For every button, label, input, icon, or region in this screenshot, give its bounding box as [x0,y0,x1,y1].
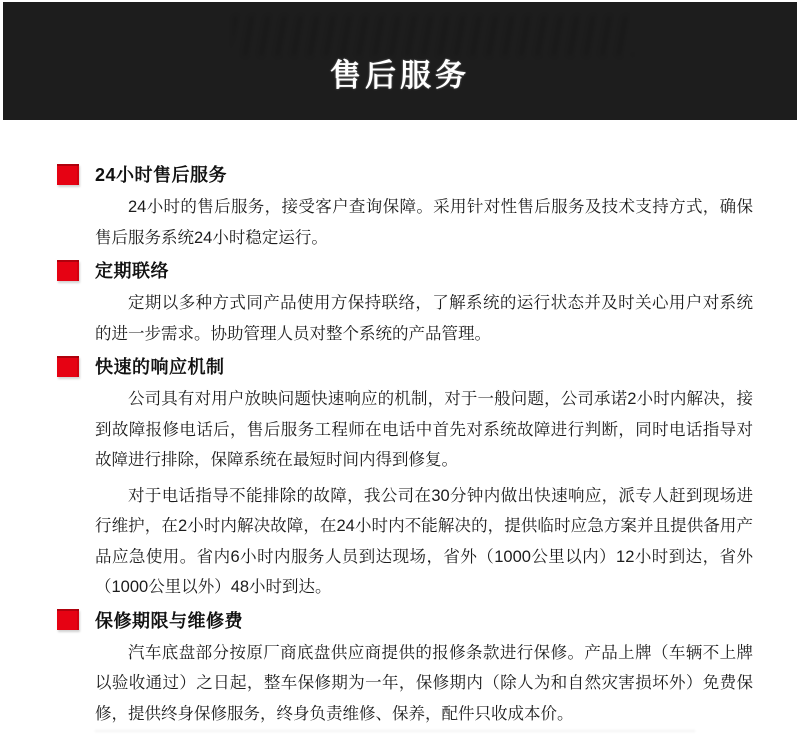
red-square-bullet-icon [57,356,79,377]
service-section [57,162,753,253]
section-heading-row [57,162,753,186]
service-section [57,258,753,349]
section-heading-row [57,608,753,632]
section-heading: 保修期限与维修费 [95,610,243,631]
section-heading: 快速的响应机制 [95,357,225,377]
section-heading-row [57,258,753,282]
red-square-bullet-icon [57,609,79,630]
section-paragraph: 对于电话指导不能排除的故障，我公司在30分钟内做出快速响应，派专人赶到现场进行维护，在2小时内解决故障，在24小时内不能解决的，提供临时应急方案并且提供备用产品应急使用。省内6小时内服务人员到达现场，省外（1000公里以内）12小时到达，省外（1000公里以外）48小时到达。 [95,486,753,596]
section-paragraph: 定期以多种方式同产品使用方保持联络，了解系统的运行状态并及时关心用户对系统的进一步需求。协助管理人员对整个系统的产品管理。 [95,294,753,343]
service-sections [0,120,800,729]
scan-artifact [95,730,695,732]
header-banner [3,2,797,120]
section-heading: 定期联络 [95,261,169,281]
section-paragraph: 汽车底盘部分按原厂商底盘供应商提供的报修条款进行保修。产品上牌（车辆不上牌以验收通过）之日起，整车保修期为一年，保修期内（除人为和自然灾害损坏外）免费保修，提供终身保修服务，终身负责维修、保养，配件只收成本价。 [95,643,753,723]
section-paragraph: 公司具有对用户放映问题快速响应的机制，对于一般问题，公司承诺2小时内解决，接到故障报修电话后，售后服务工程师在电话中首先对系统故障进行判断，同时电话指导对故障进行排除，保障系统在最短时间内得到修复。 [95,390,753,469]
service-section [57,354,753,603]
section-heading-row [57,354,753,378]
red-square-bullet-icon [57,260,79,281]
red-square-bullet-icon [57,164,79,185]
page-title: 售后服务 [330,57,470,93]
section-paragraph: 24小时的售后服务，接受客户查询保障。采用针对性售后服务及技术支持方式，确保售后服务系统24小时稳定运行。 [95,198,753,247]
section-heading: 24小时售后服务 [95,165,228,185]
service-section [57,608,753,730]
